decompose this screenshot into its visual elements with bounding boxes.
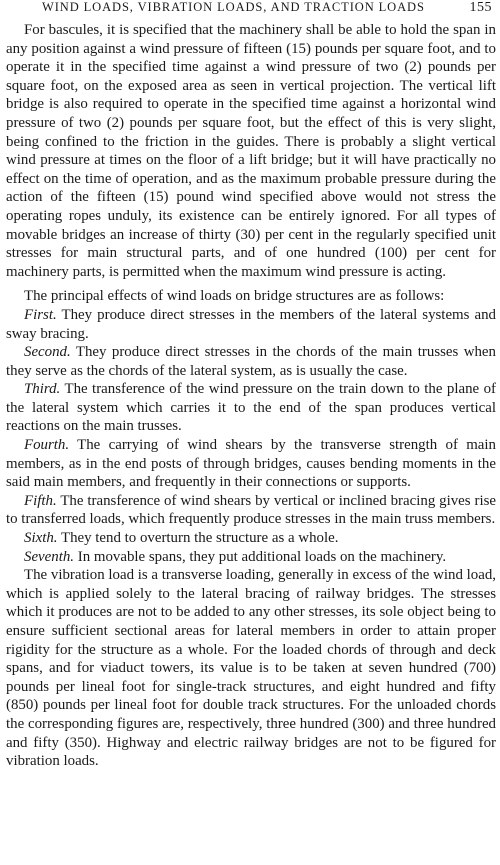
paragraph-text: The transference of the wind pressure on the train down to the plane of the lateral system which carries it to the end of the span produces vertical reactions on the main trusses.	[6, 381, 496, 435]
paragraph-text: The principal effects of wind loads on bridge structures are as follows:	[24, 288, 445, 305]
running-head	[6, 0, 496, 18]
paragraph-text: They tend to overturn the structure as a whole.	[60, 530, 339, 547]
paragraph-vibration-load	[6, 566, 496, 771]
enumeration-label: Third.	[24, 381, 61, 398]
page-number: 155	[469, 0, 492, 15]
paragraph-text: The carrying of wind shears by the transverse strength of main members, as in the end posts of through bridges, causes bending moments in the said main members, and frequently in their connections or supports.	[6, 437, 496, 491]
enumeration-label: Sixth.	[24, 530, 58, 547]
paragraph-text: The vibration load is a transverse loading, generally in excess of the wind load, which is applied solely to the lateral bracing of railway bridges. The stresses which it produces are not to be added to any other stresses, its sole object being to ensure sufficient sectional areas for lateral members in order to attain proper rigidity for the structure as a whole. For the loaded chords of through and deck spans, and for viaduct towers, its value is to be taken at seven hundred (700) pounds per lineal foot for single-track structures, and eight hundred and fifty (850) pounds per lineal foot for double track structures. For the unloaded chords the corresponding figures are, respectively, three hundred (300) and three hundred and fifty (350). Highway and electric railway bridges are not to be figured for vibration loads.	[6, 567, 496, 770]
paragraph-fourth-effect	[6, 436, 496, 492]
paragraph-third-effect	[6, 380, 496, 436]
enumeration-label: Fourth.	[24, 437, 70, 454]
enumeration-label: Fifth.	[24, 492, 57, 509]
paragraph-sixth-effect	[6, 529, 496, 548]
paragraph-second-effect	[6, 343, 496, 380]
enumeration-label: Second.	[24, 344, 71, 361]
paragraph-text: They produce direct stresses in the chords of the main trusses when they serve as the chords of the lateral system, as is usually the case.	[6, 344, 496, 379]
running-title: WIND LOADS, VIBRATION LOADS, AND TRACTION LOADS	[42, 0, 425, 14]
paragraph-text: In movable spans, they put additional loads on the machinery.	[77, 548, 447, 565]
enumeration-label: First.	[24, 306, 57, 323]
paragraph-first-effect	[6, 306, 496, 343]
paragraph-text: They produce direct stresses in the members of the lateral systems and sway bracing.	[6, 306, 496, 342]
body-text	[6, 21, 496, 771]
paragraph-seventh-effect	[6, 548, 496, 567]
paragraph-principal-effects	[6, 287, 496, 306]
paragraph-text: For bascules, it is specified that the machinery shall be able to hold the span in any position against a wind pressure of fifteen (15) pounds per square foot, and to operate it in the specified time against a wind pressure of two (2) pounds per square foot, on the exposed area as seen in vertical projection. The vertical lift bridge is also required to operate in the specified time against a horizontal wind pressure of two (2) pounds per square foot, but the effect of this is very slight, being confined to the friction in the guides. There is probably a slight vertical wind pressure at times on the floor of a lift bridge; but it will have practically no effect on the time of operation, and as the maximum probable pressure during the action of the fifteen (15) pound wind specified above would not stress the operating ropes unduly, its existence can be entirely ignored. For all types of movable bridges an increase of thirty (30) per cent in the regularly specified unit stresses for main structural parts, and of one hundred (100) per cent for machinery parts, is permitted when the maximum wind pressure is acting.	[6, 22, 496, 280]
paragraph-fifth-effect	[6, 492, 496, 529]
paragraph-bascules	[6, 21, 496, 281]
paragraph-text: The transference of wind shears by vertical or inclined bracing gives rise to transferred loads, which frequently produce stresses in the main truss members.	[6, 492, 496, 528]
enumeration-label: Seventh.	[24, 548, 75, 565]
